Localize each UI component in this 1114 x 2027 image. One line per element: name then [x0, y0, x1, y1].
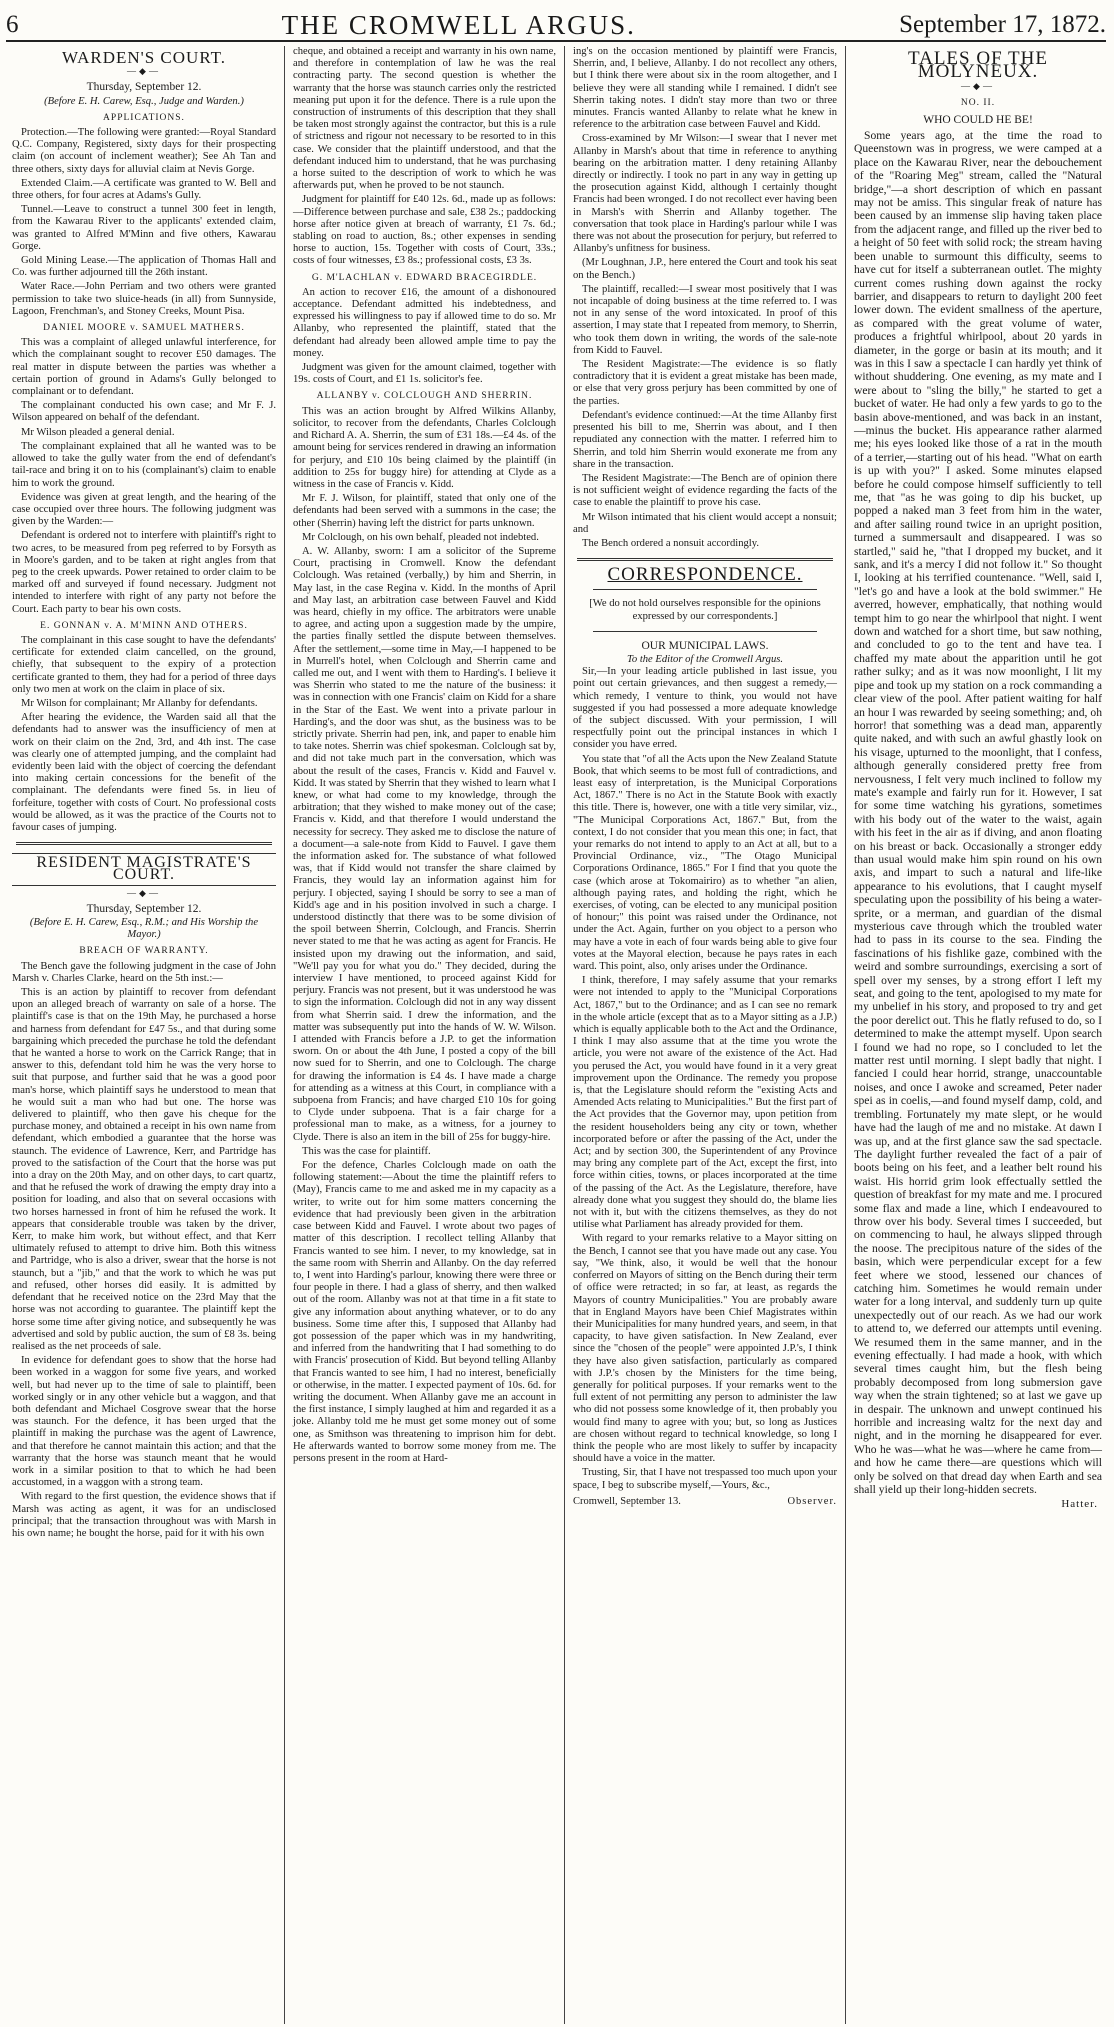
paragraph: You state that "of all the Acts upon the New Zealand Statute Book, that which seems to be most full of contradictions, and least easy of interpretation, is the Municipal Corporations Act, 1867." There is no Act in the Statute Book with exactly this title. There is, however, one with a title very similar, viz., "The Municipal Corporations Act, 1867." But, from the context, I do not consider that you mean this one; in fact, that your remarks do not intend to apply to an Act at all, but to a Provincial Ordinance, viz., "The Otago Municipal Corporations Ordinance, 1865." For I find that you quote the case (which arose at Tokomairiro) as to whether "an alien, although paying rates, and holding the right, which he exercises, of voting, can be elected to any municipal position of honour;" this point was raised under the Ordinance, not under the Act. Again, further on you object to a person who may have a vote in each of four wards being able to give four votes at the Mayoral election, because he pays rates in each ward. This point, also, only arises under the Ordinance. [573, 753, 837, 973]
case-heading: E. GONNAN v. A. M'MINN AND OTHERS. [40, 620, 248, 631]
ornament: —◆— [961, 80, 995, 91]
page-number: 6 [6, 11, 19, 38]
paragraph: Mr Wilson for complainant; Mr Allanby for defendants. [21, 697, 258, 709]
court-date: Thursday, September 12. [86, 81, 202, 94]
wardens-court-heading: WARDEN'S COURT. [61, 48, 227, 67]
tale-number: NO. II. [960, 98, 996, 109]
correspondence-heading: CORRESPONDENCE. [607, 564, 803, 586]
magistrates-court-heading: RESIDENT MAGISTRATE'S COURT. [12, 853, 276, 885]
column-1 [4, 46, 285, 2024]
paragraph: Protection.—The following were granted:—Royal Standard Q.C. Company, Registered, sixty days for their prospecting claim (on account of inclement weather); See Ah Tan and three others, sixty days for alluvial claim at Nevis Gorge. [12, 127, 276, 175]
paragraph: Some years ago, at the time the road to Queenstown was in progress, we were camped at a place on the Kawarau River, near the debouchement of the "Roaring Meg" stream, called the "Natural bridge,"—a short description of which en passant may not be amiss. This singular freak of nature has been caused by an immense slip having taken place from the adjacent range, and filled up the river bed to a height of 50 feet with solid rock; the stream having been unable to surmount this difficulty, seems to have cut for itself a subterranean outlet. The mighty current comes rushing down against the rocky barrier, and disappears to return to daylight 200 feet lower down. The evident smallness of the aperture, as compared with the great volume of water, produces a frightful whirlpool, about 20 yards in diameter, in the gorge or basin at its mouth; and it was in this I saw a spectacle I can hardly yet think of without shuddering. One evening, as my mate and I were about to "sling the billy," he started to get a bucket of water. He had only a few yards to go to the basin above-mentioned, and was back in an instant,—minus the bucket. His appearance rather alarmed me; his eyes looked like those of a rat in the mouth of a terrier,—starting out of his head. "What on earth is up with you?" I asked. Some minutes elapsed before he could compose himself sufficiently to tell me, that "as he was going to dip his bucket, up popped a naked man 3 feet from him in the water, and after sailing round twice in an upright position, turned a summersault and disappeared. I was so startled," said he, "that I dropped my bucket, and it sank, and it's a mercy I did not follow it." So thought I, looking at his terrified countenance. "Well, said I, "let's go and have a look at the bold swimmer." He averred, however, emphatically, that nothing would tempt him to go near the whirlpool that night. I went down and watched for a short time, but saw nothing, and concluded to go to the tent and have tea. I chaffed my mate about the apparition until he got rather sulky; and as it was now moonlight, I lit my pipe and took up my station on a rock commanding a clear view of the pool. After patient waiting for half an hour I was rewarded by seeing something; and, oh horror! that something was a dead man, apparently quite naked, and with such an awful ghastly look on his visage, upturned to the moonlight, that I confess, although generally considered pretty free from nervousness, I felt very much inclined to follow my mate's example and fairly run for it. However, I sat for some time watching his gyrations, sometimes with his body out of the water to the waist, again with his feet in the air as if diving, and anon floating on his breast or back. Occasionally a stronger eddy than usual would make him spin round on his own axis, and impart to such a natural and life-like appearance to his evolutions, that I caught myself speculating upon the possibility of his being a water-sprite, or a merman, and guardian of the dismal mysterious cave through which the troubled water had to pass in its course to the sea. Finding the fascinations of his fishlike gaze, combined with the weird and sombre surroundings, exercising a sort of spell over my senses, by a strong effort I left my seat, and going to the tent, apologised to my mate for my unbelief in his story, and proposed to try and get the poor derelict out. This he flatly refused to do, so I determined to make the attempt myself. Upon search I found we had no rope, so I concluded to let the matter rest until morning. I slept badly that night. I fancied I could hear horrid, strange, unaccountable noises, and once I awoke and screamed, Peter nader spei as in coelis,—and found myself damp, cold, and trembling. Fortunately my mate slept, or he would have had the laugh of me and no mistake. At dawn I was up, and at the first glance saw the sad spectacle. The daylight further revealed the fact of a pair of boots being on his feet, and a leather belt round his waist. His horrid grim look effectually settled the question of breakfast for my mate and me. I procured some flax and made a line, which I endeavoured to throw over his body. Several times I succeeded, but on commencing to haul, he always slipped through the noose. The precipitous nature of the sides of the basin, which were perpendicular except for a few feet where we stood, lessened our chances of catching him. Sometimes he would remain under water for a long interval, and suddenly turn up quite unexpectedly out of our reach. As we had our work to attend to, we deferred our attempts until evening. We resumed them in the same manner, and in the evening effectually. I had made a hook, with which several times caught him, but the flesh being probably decomposed from long submersion gave way when the strain tightened; so at last we gave up in despair. The unknown and unwept continued his horrible and increasing waltz for the next day and night, and in the morning he disappeared for ever. Who he was—what he was—where he came from—and how he came there—are questions which will only be solved on that dread day when Earth and sea shall yield up their long-hidden secrets. [854, 129, 1102, 1497]
case-heading: DANIEL MOORE v. SAMUEL MATHERS. [43, 323, 245, 334]
paragraph: (Mr Loughnan, J.P., here entered the Court and took his seat on the Bench.) [573, 257, 837, 281]
court-bench: (Before E. H. Carew, Esq., Judge and Warden.) [44, 95, 244, 107]
paragraph: Defendant is ordered not to interfere with plaintiff's right to two acres, to be measured from peg referred to by Forsyth as in Moore's garden, and to be taken at right angles from that peg to the creek upwards. Power retained to order claim to be marked off and surveyed if found necessary. Judgment not intended to interfere with right of any party not before the Court. Each party to bear his own costs. [12, 530, 276, 615]
paragraph: cheque, and obtained a receipt and warranty in his own name, and therefore in contemplation of law he was the real contracting party. The second question is whether the warranty that the horse was staunch carries only the restricted meaning put upon it for the defence. There is a rule upon the construction of instruments of this description that they shall be taken most strongly against the contractor, but this is a rule of strictness and rigour not necessary to be resorted to in this case. We consider that the plaintiff understood, and that the defendant induced him to understand, that he was purchasing a horse suited to the description of work to which he was afterwards put, when he proved to be not staunch. [293, 46, 556, 192]
paragraph: The Resident Magistrate:—The evidence is so flatly contradictory that it is evident a great mistake has been made, or else that very gross perjury has been committed by one of the parties. [573, 359, 837, 407]
court-date: Thursday, September 12. [86, 902, 202, 915]
paragraph: Judgment was given for the amount claimed, together with 19s. costs of Court, and £1 1s. solicitor's fee. [293, 362, 556, 386]
paragraph: Evidence was given at great length, and the hearing of the case occupied over three hours. The following judgment was given by the Warden:— [12, 491, 276, 528]
letter-title: OUR MUNICIPAL LAWS. [641, 639, 769, 652]
paragraph: This was an action brought by Alfred Wilkins Allanby, solicitor, to recover from the defendants, Charles Colclough and Richard A. A. Sherrin, the sum of £31 18s.—£4 4s. of the amount being for services rendered in drawing an information for perjury, and £10 10s being claimed by the plaintiff (in addition to 25s for buggy hire) for attending at Clyde as a witness in the case of Francis v. Kidd. [293, 405, 556, 490]
case-heading: ALLANBY v. COLCLOUGH AND SHERRIN. [316, 391, 533, 402]
paragraph: Mr F. J. Wilson, for plaintiff, stated that only one of the defendants had been served with a summons in the case; the other (Sherrin) having left the district for parts unknown. [293, 493, 556, 529]
paragraph: Judgment for plaintiff for £40 12s. 6d., made up as follows:—Difference between purchase and sale, £38 2s.; paddocking horse after notice given at breach of warranty, £1 7s. 6d.; stabling on road to auction, 8s.; other expenses in sending horse to auction, 15s. Together with costs of Court, 33s.; costs of four witnesses, £3 8s.; professional costs, £3 3s. [293, 194, 556, 267]
paragraph: ing's on the occasion mentioned by plaintiff were Francis, Sherrin, and, I believe, Allanby. I do not recollect any others, but I think there were about six in the room altogether, and I believe they were all standing while I remained. I didn't see Sherrin taking notes. I didn't stay more than two or three minutes. Francis wanted Allanby to relate what he knew in reference to the arbitration case between Fauvel and Kidd. [573, 46, 837, 131]
double-rule [577, 558, 833, 561]
newspaper-title: THE CROMWELL ARGUS. [281, 10, 636, 40]
paragraph: Sir,—In your leading article published in last issue, you point out certain grievances, and then suggest a remedy,—which remedy, I venture to think, you would not have suggested if you had possessed a more adequate knowledge of the subject discussed. With your permission, I will respectfully point out the principal instances in which I consider you have erred. [573, 666, 837, 751]
paragraph: A. W. Allanby, sworn: I am a solicitor of the Supreme Court, practising in Cromwell. Know the defendant Colclough. Was retained (verbally,) by him and Sherrin, in May last, in the case Regina v. Kidd. In the months of April and May last, an arbitration case between Fauvel and Kidd was heard, chiefly in my office. The arbitrators were unable to agree, and acting upon a suggestion made by the umpire, the parties finally settled the dispute between themselves. After the settlement,—some time in May,—I happened to be in Murrell's hotel, when Colclough and Sherrin came and called me out, and I went with them to Harding's. I believe it was Sherrin who stated to me the nature of the business: it was in connection with one Francis' claim on Kidd for a share in the Star of the East. We went into a private parlour in Harding's, and the door was shut, as the business was to be strictly private. Sherrin had pen, ink, and paper to enable him to take notes. Sherrin was chief spokesman. Colclough sat by, and did not take much part in the conversation, which was about the result of the cases, Francis v. Kidd and Fauvel v. Kidd. It was stated by Sherrin that they wished to learn what I knew, or what had come to my knowledge, through the arbitration; that they wished to make money out of the case; Francis v. Kidd, and that therefore I would understand the necessity for secrecy. They asked me to disclose the nature of a document—a sale-note from Kidd to Fauvel. I gave them the information asked for. The substance of what followed was, that if Kidd would not transfer the share claimed by Francis, they would lay an information against him for perjury. I objected, saying I should be sorry to see a man of Kidd's age and in his position involved in such a charge. I understood distinctly that there was to be some division of the spoil between Sherrin, Colclough, and Francis. Sherrin never stated to me that he was acting as agent for Francis. He insisted upon my drawing out the information, and said, "We'll pay you for what you do." They decided, during the interview I have mentioned, to proceed against Kidd for perjury. Francis was not present, but it was understood he was to sign the information. Colclough did not in any way dissent from what Sherrin said. I drew the information, and the matter was subsequently put into the hands of W. W. Wilson. I attended with Francis before a J.P. to get the information sworn. On or about the 4th June, I posted a copy of the bill now sued for to Sherrin, and one to Colclough. The charge for drawing the information is £4 4s. I have made a charge for attending as a witness at this Court, in compliance with a subpoena from Francis; and have charged £10 10s for going to Clyde under subpoena. That is a fair charge for a professional man to make, as a witness, for a journey to Clyde. There is also an item in the bill of 25s for buggy-hire. [293, 545, 556, 1143]
paragraph: With regard to your remarks relative to a Mayor sitting on the Bench, I cannot see that you have made out any case. You say, "We think, also, it would be well that the honour conferred on Mayors of sitting on the Bench during their term of office were retracted; in so far, at least, as regards the Mayors of country Municipalities." You are probably aware that in England Mayors have been Chief Magistrates within their Municipalities for many hundred years, and seem, in that capacity, to have given satisfaction. In New Zealand, ever since the "chosen of the people" were appointed J.P.'s, I think they have also given satisfaction, particularly as compared with J.P.'s chosen by the Ministers for the time being, generally for political purposes. If your remarks went to the full extent of not permitting any person to administer the law who did not possess some knowledge of it, then probably you would find many to agree with you; but, so long as Justices are chosen without regard to technical knowledge, so long I think the people who are most likely to suffer by incapacity should have a voice in the matter. [573, 1233, 837, 1465]
ornament: —◆— [127, 887, 161, 898]
court-bench: (Before E. H. Carew, Esq., R.M.; and His Worship the Mayor.) [29, 917, 259, 941]
paragraph: The plaintiff, recalled:—I swear most positively that I was not incapable of doing business at the time referred to. I was not in any sense of the word intoxicated. In proof of this assertion, I may state that I repeated from memory, to Sherrin, who took them down in writing, the words of the sale-note from Kidd to Fauvel. [573, 283, 837, 356]
paragraph: This was the case for plaintiff. [302, 1145, 431, 1157]
tales-heading: TALES OF THE MOLYNEUX. [908, 48, 1048, 83]
subheading: APPLICATIONS. [103, 112, 185, 123]
paragraph: Gold Mining Lease.—The application of Thomas Hall and Co. was further adjourned till the 26th instant. [12, 255, 276, 279]
issue-date: September 17, 1872. [899, 11, 1106, 38]
paragraph: The Bench ordered a nonsuit accordingly. [582, 537, 759, 549]
signature-name: Observer. [787, 1495, 837, 1507]
paragraph: After hearing the evidence, the Warden said all that the defendants had to answer was the insufficiency of men at work on their claim on the 2nd, 3rd, and 4th inst. The case was clearly one of attempted jumping, and the complaint had evidently been laid with the object of coercing the defendant into making certain concessions for the benefit of the complainant. The defendants were fined 5s. in lieu of forfeiture, together with costs of Court. No professional costs would be allowed, as it was the practice of the Courts not to favour cases of jumping. [12, 712, 276, 833]
paragraph: The Bench gave the following judgment in the case of John Marsh v. Charles Clarke, heard on the 5th inst.:— [12, 960, 276, 984]
paragraph: With regard to the first question, the evidence shows that if Marsh was acting as agent, it was for an undisclosed principal; that the transaction throughout was with Marsh in his own name; he bought the horse, paid for it with his own [12, 1491, 276, 1539]
paragraph: The complainant explained that all he wanted was to be allowed to take the gully water from the end of defendant's tail-race and bring it on to his (complainant's) claim to enable him to work the ground. [12, 440, 276, 489]
masthead [6, 6, 1106, 42]
paragraph: The Resident Magistrate:—The Bench are of opinion there is not sufficient weight of evidence regarding the facts of the case to enable the plaintiff to prove his case. [573, 472, 837, 509]
paragraph: Trusting, Sir, that I have not trespassed too much upon your space, I beg to subscribe myself,—Yours, &c., [573, 1467, 837, 1491]
paragraph: The complainant conducted his own case; and Mr F. J. Wilson appeared on behalf of the defendant. [12, 400, 276, 424]
rule [593, 589, 817, 590]
signature-place: Cromwell, September 13. [573, 1495, 681, 1507]
tale-signature: Hatter. [1061, 1498, 1098, 1511]
letter-address: To the Editor of the Cromwell Argus. [626, 653, 784, 665]
paragraph: Mr Wilson intimated that his client would accept a nonsuit; and [573, 511, 837, 535]
paragraph: An action to recover £16, the amount of a dishonoured acceptance. Defendant admitted his indebtedness, and expressed his willingness to pay if allowed time to do so. Mr Allanby, who represented the plaintiff, stated that the defendant had already been allowed ample time to pay the money. [293, 286, 556, 359]
disclaimer: [We do not hold ourselves responsible for the opinions expressed by our correspondents.] [589, 598, 821, 622]
case-heading: G. M'LACHLAN v. EDWARD BRACEGIRDLE. [311, 272, 538, 283]
paragraph: Cross-examined by Mr Wilson:—I swear that I never met Allanby in Marsh's about that time in reference to anything bearing on the arbitration matter. I deny retaining Allanby directly or indirectly. I took no part in any way in getting up the prosecution against Kidd, although I certainly thought Francis had been wronged. I do not recollect ever having been in Marsh's with Sherrin and Allanby together. The conversation that took place in Harding's parlour while I was there was not about the prosecution for perjury, but referred to Allanby's unfitness for business. [573, 133, 837, 255]
paragraph: In evidence for defendant goes to show that the horse had been worked in a waggon for some five years, and worked well, but had never up to the time of sale to plaintiff, been worked singly or in any other vehicle but a waggon, and that both defendant and Michael Cosgrove swear that the horse was staunch. For the defence, it has been urged that the plaintiff in making the purchase was the agent of Lawrence, and that therefore he cannot maintain this action; and that the warranty that the horse was staunch meant that he would work in a similar position to that to which he had been accustomed, in a waggon with a strong team. [12, 1355, 276, 1489]
paragraph: For the defence, Charles Colclough made on oath the following statement:—About the time the plaintiff refers to (May), Francis came to me and asked me in my capacity as a writer, to write out for him some matters concerning the evidence that had previously been given in the arbitration case between Kidd and Fauvel. I wrote about two pages of matter of this description. I recollect telling Allanby that Francis wanted to see him. I never, to my knowledge, sat in the same room with Sherrin and Allanby. On the day referred to, I went into Harding's parlour, knowing there were three or four people in there. I had a glass of sherry, and then walked out of the room. Allanby was not at that time in a fit state to give any information about anything whatever, or to do any business. Some time after this, I supposed that Allanby had got possession of the paper which was in my handwriting, and inferred from the handwriting that I had something to do with Francis' prosecution of Kidd. But beyond telling Allanby that Francis wanted to see him, I had no interest, beneficially or otherwise, in the matter. I expected payment of 10s. 6d. for writing the document. When Allanby gave me an account in the first instance, I simply laughed at him and regarded it as a joke. Allanby told me he must get some money out of some one, as Smithson was threatening to imprison him for debt. He afterwards wanted to borrow some money from me. The persons present in the room at Hard- [293, 1160, 556, 1464]
letter-signature [573, 1496, 837, 1508]
rule [593, 631, 817, 632]
column-2 [285, 46, 565, 2024]
tale-title: WHO COULD HE BE! [923, 113, 1033, 126]
double-rule [16, 842, 272, 845]
column-3 [565, 46, 846, 2024]
paragraph: I think, therefore, I may safely assume that your remarks were not intended to apply to the "Municipal Corporations Act, 1867," but to the Ordinance; and as I can see no remark in the whole article (except that as to a Mayor sitting as a J.P.) which is equally applicable both to the Act and the Ordinance, I think I may also assume that at the time you wrote the article, you were not aware of the existence of the Act. Had you perused the Act, you would have found in it a very great improvement upon the Ordinance. The remedy you propose is, that the Legislature should reform the "existing Acts and Amended Acts relating to Municipalities." But the first part of the Act provides that the Governor may, upon petition from the resident householders being any city or town, whether incorporated before or after the passing of the Act, under the Act; and by section 300, the Superintendent of any Province may bring any complete part of the Act, except the first, into force within cities, towns, or places incorporated at the time of the passing of the Act. As the Legislature, therefore, have already done what you suggest they should do, the blame lies not with it, but with the citizens themselves, as they do not utilise what Parliament has already provided for them. [573, 975, 837, 1231]
columns [4, 46, 1110, 2024]
ornament: —◆— [127, 66, 161, 77]
paragraph: This is an action by plaintiff to recover from defendant upon an alleged breach of warranty on sale of a horse. The plaintiff's case is that on the 19th May, he purchased a horse and harness from defendant for £47 5s., and that during some bargaining which preceded the purchase he told the defendant that he wanted a horse to work on the Carrick Range; that in answer to this, defendant told him he was the very horse to suit that purpose, and further said that he was a good poor man's horse, which plaintiff says he understood to mean that he would suit a man who had but one. The horse was delivered to plaintiff, who then gave his cheque for the purchase money, and obtained a receipt in his own name from defendant, which embodied a guarantee that the horse was staunch. The evidence of Lawrence, Kerr, and Partridge has proved to the satisfaction of the Court that the horse was put into a dray on the 20th May, and on other days, to cart quartz, and that he refused the work of drawing the empty dray into a position for loading, and also that on several occasions with two horses harnessed in front of him he refused the work. It appears that considerable trouble was taken by the driver, Kerr, to make him work, but without effect, and that Kerr ultimately refused to attempt to drive him. Both this witness and Partridge, who is also a driver, swear that the horse is not staunch, but a "jib," and that the work to which he was put and refused, other horses did easily. It is admitted by defendant that he received notice on the 23rd May that the horse was not according to guarantee. The plaintiff kept the horse some time after giving notice, and subsequently he was advertised and sold by public auction, the sum of £8 3s. being realised as the net proceeds of sale. [12, 987, 276, 1352]
paragraph: Water Race.—John Perriam and two others were granted permission to take two sluice-heads (in all) from Sunnyside, Lagoon, Frenchman's, and Stoney Creeks, Mount Pisa. [12, 281, 276, 317]
column-4 [846, 46, 1110, 2024]
paragraph: The complainant in this case sought to have the defendants' certificate for extended claim cancelled, on the ground, chiefly, that subsequent to the expiry of a protection certificate granted to them, they had for a period of three days only two men at work on the claim in place of six. [12, 634, 276, 695]
paragraph: Tunnel.—Leave to construct a tunnel 300 feet in length, from the Kawarau River to the applicants' extended claim, was granted to Alfred M'Minn and five others, Kawarau Gorge. [12, 204, 276, 252]
paragraph: Mr Wilson pleaded a general denial. [21, 426, 175, 438]
paragraph: Defendant's evidence continued:—At the time Allanby first presented his bill to me, Sherrin was about, and I then repudiated any connection with the matter. I referred him to Sherrin, and told him Sherrin would exonerate me from any share in the transaction. [573, 409, 837, 470]
case-heading: BREACH OF WARRANTY. [79, 946, 209, 957]
paragraph: Mr Colclough, on his own behalf, pleaded not indebted. [302, 531, 539, 543]
paragraph: Extended Claim.—A certificate was granted to W. Bell and three others, for four acres at Adams's Gully. [12, 177, 276, 202]
paragraph: This was a complaint of alleged unlawful interference, for which the complainant sought to recover £50 damages. The real matter in dispute between the parties was whether a certain portion of ground in Adams's Gully belonged to complainant or to defendant. [12, 337, 276, 398]
